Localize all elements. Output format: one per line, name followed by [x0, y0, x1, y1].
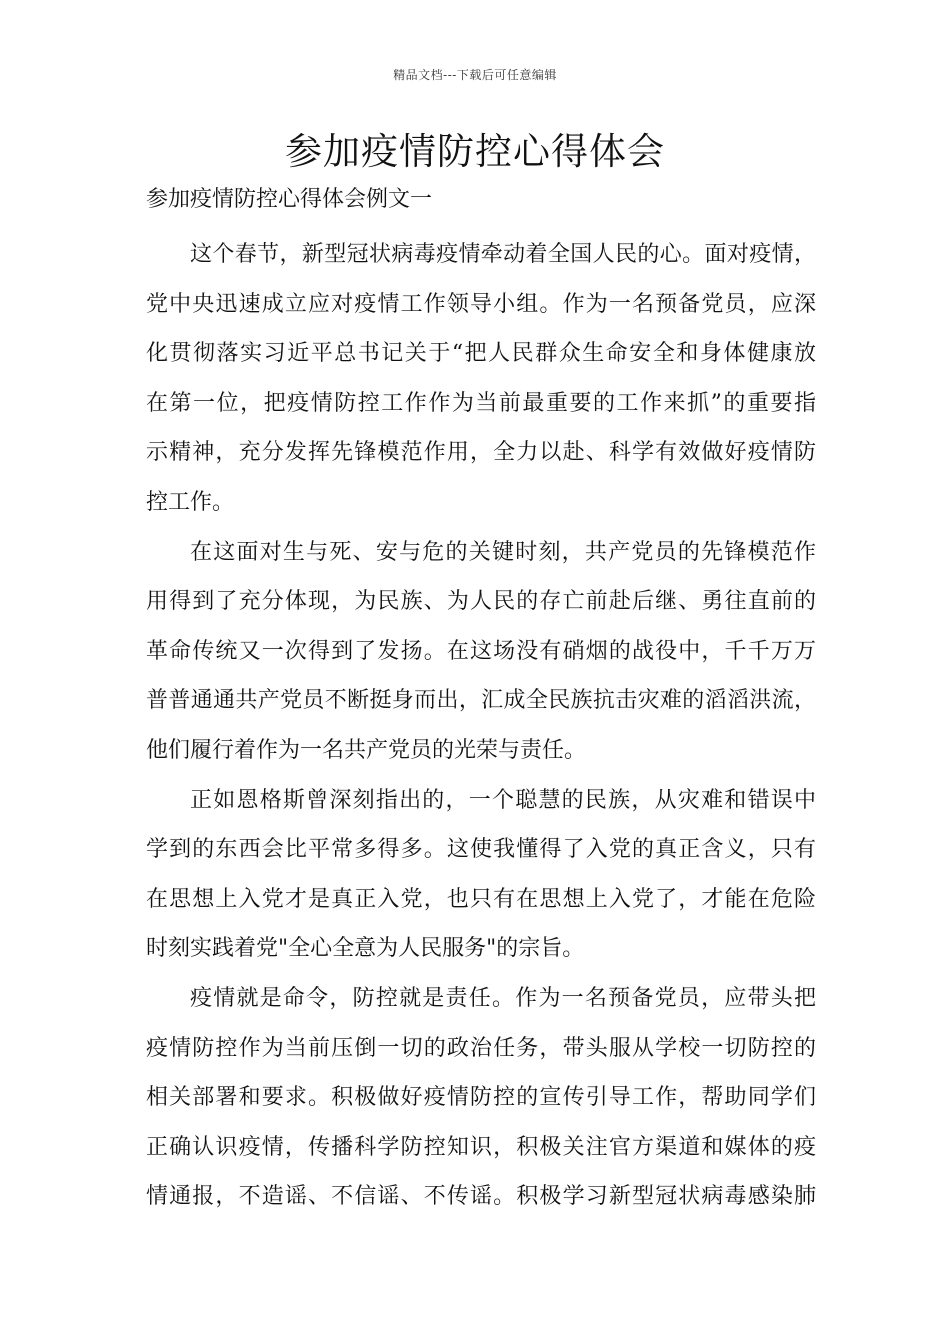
text-line: 学到的东西会比平常多得多。这使我懂得了入党的真正含义，只有	[146, 837, 816, 863]
text-line: 用得到了充分体现，为民族、为人民的存亡前赴后继、勇往直前的	[146, 589, 816, 615]
text-line: 化贯彻落实习近平总书记关于“把人民群众生命安全和身体健康放	[146, 341, 816, 367]
document-body	[146, 180, 816, 1222]
text-line: 正确认识疫情，传播科学防控知识，积极关注官方渠道和媒体的疫	[146, 1134, 816, 1160]
header-note: 精品文档---下载后可任意编辑	[393, 68, 557, 82]
text-line: 疫情就是命令，防控就是责任。作为一名预备党员，应带头把	[190, 985, 816, 1011]
text-line: 这个春节，新型冠状病毒疫情牵动着全国人民的心。面对疫情，	[190, 242, 816, 267]
document-subtitle: 参加疫情防控心得体会例文一	[146, 187, 433, 212]
paragraph-2	[146, 528, 816, 776]
text-line: 普普通通共产党员不断挺身而出，汇成全民族抗击灾难的滔滔洪流，	[146, 688, 816, 714]
text-line: 时刻实践着党"全心全意为人民服务"的宗旨。	[146, 936, 585, 962]
text-line: 革命传统又一次得到了发扬。在这场没有硝烟的战役中，千千万万	[146, 638, 816, 664]
document-title: 参加疫情防控心得体会	[285, 130, 665, 173]
text-line: 在第一位，把疫情防控工作作为当前最重要的工作来抓”的重要指	[146, 390, 816, 416]
text-line: 正如恩格斯曾深刻指出的，一个聪慧的民族，从灾难和错误中	[190, 787, 816, 813]
text-line: 在思想上入党才是真正入党，也只有在思想上入党了，才能在危险	[146, 886, 816, 912]
paragraph-4	[146, 974, 816, 1222]
paragraph-3	[146, 776, 816, 974]
text-line: 情通报，不造谣、不信谣、不传谣。积极学习新型冠状病毒感染肺	[146, 1184, 816, 1210]
text-line: 他们履行着作为一名共产党员的光荣与责任。	[146, 737, 587, 763]
text-line: 相关部署和要求。积极做好疫情防控的宣传引导工作，帮助同学们	[146, 1085, 816, 1111]
text-line: 控工作。	[146, 489, 235, 515]
paragraph-1	[146, 230, 816, 528]
text-line: 疫情防控作为当前压倒一切的政治任务，带头服从学校一切防控的	[146, 1035, 816, 1061]
text-line: 在这面对生与死、安与危的关键时刻，共产党员的先锋模范作	[190, 539, 816, 565]
text-line: 党中央迅速成立应对疫情工作领导小组。作为一名预备党员，应深	[146, 291, 816, 317]
text-line: 示精神，充分发挥先锋模范作用，全力以赴、科学有效做好疫情防	[146, 440, 816, 466]
